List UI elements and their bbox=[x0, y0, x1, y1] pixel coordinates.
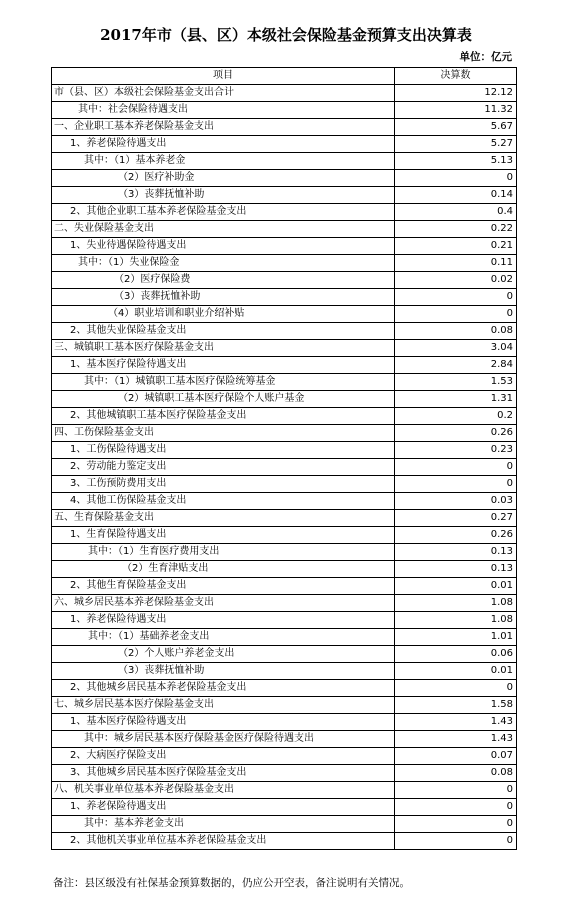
table-row bbox=[52, 170, 517, 187]
row-amount: 0 bbox=[395, 799, 517, 816]
row-label: （2）医疗保险费 bbox=[52, 272, 395, 289]
row-amount: 0 bbox=[395, 782, 517, 799]
row-label: 1、养老保险待遇支出 bbox=[52, 612, 395, 629]
row-label: 二、失业保险基金支出 bbox=[52, 221, 395, 238]
row-label: 1、生育保险待遇支出 bbox=[52, 527, 395, 544]
row-label: 一、企业职工基本养老保险基金支出 bbox=[52, 119, 395, 136]
table-row bbox=[52, 714, 517, 731]
table-row bbox=[52, 425, 517, 442]
row-label: 2、大病医疗保险支出 bbox=[52, 748, 395, 765]
row-amount: 1.58 bbox=[395, 697, 517, 714]
row-label: 其中：（1）城镇职工基本医疗保险统筹基金 bbox=[52, 374, 395, 391]
row-amount: 0.14 bbox=[395, 187, 517, 204]
row-label: 1、工伤保险待遇支出 bbox=[52, 442, 395, 459]
row-label: （4）职业培训和职业介绍补贴 bbox=[52, 306, 395, 323]
row-label: （3）丧葬抚恤补助 bbox=[52, 663, 395, 680]
row-amount: 0.07 bbox=[395, 748, 517, 765]
footnote: 备注：县区级没有社保基金预算数据的，仍应公开空表，备注说明有关情况。 bbox=[53, 877, 410, 889]
table-row bbox=[52, 374, 517, 391]
table-row bbox=[52, 340, 517, 357]
row-label: 其中：（1）失业保险金 bbox=[52, 255, 395, 272]
row-label: 2、其他企业职工基本养老保险基金支出 bbox=[52, 204, 395, 221]
row-label: 三、城镇职工基本医疗保险基金支出 bbox=[52, 340, 395, 357]
row-label: （2）城镇职工基本医疗保险个人账户基金 bbox=[52, 391, 395, 408]
row-amount: 0.4 bbox=[395, 204, 517, 221]
table-row bbox=[52, 102, 517, 119]
table-row bbox=[52, 221, 517, 238]
row-amount: 0.26 bbox=[395, 425, 517, 442]
row-label: 八、机关事业单位基本养老保险基金支出 bbox=[52, 782, 395, 799]
row-label: 五、生育保险基金支出 bbox=[52, 510, 395, 527]
table-row bbox=[52, 476, 517, 493]
row-amount: 0 bbox=[395, 306, 517, 323]
row-label: 其中：城乡居民基本医疗保险基金医疗保险待遇支出 bbox=[52, 731, 395, 748]
table-row bbox=[52, 765, 517, 782]
row-amount: 1.08 bbox=[395, 595, 517, 612]
table-row bbox=[52, 459, 517, 476]
row-label: （2）个人账户养老金支出 bbox=[52, 646, 395, 663]
table-row bbox=[52, 289, 517, 306]
table-row bbox=[52, 816, 517, 833]
row-label: （3）丧葬抚恤补助 bbox=[52, 187, 395, 204]
row-amount: 5.13 bbox=[395, 153, 517, 170]
table-row bbox=[52, 697, 517, 714]
row-amount: 11.32 bbox=[395, 102, 517, 119]
table-row bbox=[52, 646, 517, 663]
row-label: 2、其他生育保险基金支出 bbox=[52, 578, 395, 595]
row-label: 其中：基本养老金支出 bbox=[52, 816, 395, 833]
row-amount: 3.04 bbox=[395, 340, 517, 357]
row-amount: 0.06 bbox=[395, 646, 517, 663]
row-label: 其中：（1）生育医疗费用支出 bbox=[52, 544, 395, 561]
table-row bbox=[52, 680, 517, 697]
table-row bbox=[52, 663, 517, 680]
table-row bbox=[52, 510, 517, 527]
row-label: 1、养老保险待遇支出 bbox=[52, 799, 395, 816]
table-row bbox=[52, 391, 517, 408]
table-row bbox=[52, 272, 517, 289]
table-row bbox=[52, 119, 517, 136]
row-label: 六、城乡居民基本养老保险基金支出 bbox=[52, 595, 395, 612]
row-label: 2、其他机关事业单位基本养老保险基金支出 bbox=[52, 833, 395, 850]
table-row bbox=[52, 578, 517, 595]
row-label: 4、其他工伤保险基金支出 bbox=[52, 493, 395, 510]
row-amount: 1.08 bbox=[395, 612, 517, 629]
row-amount: 0.08 bbox=[395, 323, 517, 340]
header-item: 项目 bbox=[52, 68, 395, 85]
table-row bbox=[52, 493, 517, 510]
row-label: 七、城乡居民基本医疗保险基金支出 bbox=[52, 697, 395, 714]
row-amount: 5.67 bbox=[395, 119, 517, 136]
budget-table bbox=[51, 67, 517, 850]
table-row bbox=[52, 187, 517, 204]
table-row bbox=[52, 85, 517, 102]
table-row bbox=[52, 527, 517, 544]
row-amount: 0 bbox=[395, 680, 517, 697]
row-amount: 0.11 bbox=[395, 255, 517, 272]
row-amount: 1.31 bbox=[395, 391, 517, 408]
table-row bbox=[52, 799, 517, 816]
table-row bbox=[52, 323, 517, 340]
row-amount: 1.43 bbox=[395, 714, 517, 731]
row-label: 3、工伤预防费用支出 bbox=[52, 476, 395, 493]
table-row bbox=[52, 238, 517, 255]
row-amount: 0 bbox=[395, 289, 517, 306]
table-row bbox=[52, 748, 517, 765]
page-title: 2017年市（县、区）本级社会保险基金预算支出决算表 bbox=[100, 26, 472, 44]
row-amount: 0.22 bbox=[395, 221, 517, 238]
row-label: 市（县、区）本级社会保险基金支出合计 bbox=[52, 85, 395, 102]
row-label: 2、其他城乡居民基本养老保险基金支出 bbox=[52, 680, 395, 697]
row-amount: 0 bbox=[395, 833, 517, 850]
row-amount: 1.43 bbox=[395, 731, 517, 748]
row-amount: 0.21 bbox=[395, 238, 517, 255]
row-label: 1、失业待遇保险待遇支出 bbox=[52, 238, 395, 255]
row-amount: 0 bbox=[395, 476, 517, 493]
row-label: 其中：社会保险待遇支出 bbox=[52, 102, 395, 119]
table-row bbox=[52, 306, 517, 323]
row-amount: 0 bbox=[395, 170, 517, 187]
table-header-row bbox=[52, 68, 517, 85]
table-row bbox=[52, 731, 517, 748]
row-amount: 2.84 bbox=[395, 357, 517, 374]
table-row bbox=[52, 408, 517, 425]
table-row bbox=[52, 357, 517, 374]
table-row bbox=[52, 595, 517, 612]
row-amount: 0 bbox=[395, 459, 517, 476]
table-row bbox=[52, 782, 517, 799]
row-label: 2、劳动能力鉴定支出 bbox=[52, 459, 395, 476]
row-label: （3）丧葬抚恤补助 bbox=[52, 289, 395, 306]
table-row bbox=[52, 612, 517, 629]
row-amount: 1.01 bbox=[395, 629, 517, 646]
row-amount: 0.03 bbox=[395, 493, 517, 510]
row-label: （2）生育津贴支出 bbox=[52, 561, 395, 578]
table-row bbox=[52, 544, 517, 561]
table-row bbox=[52, 136, 517, 153]
row-amount: 0 bbox=[395, 816, 517, 833]
table-row bbox=[52, 561, 517, 578]
table-row bbox=[52, 833, 517, 850]
row-label: 其中：（1）基本养老金 bbox=[52, 153, 395, 170]
row-label: 2、其他失业保险基金支出 bbox=[52, 323, 395, 340]
row-label: 1、基本医疗保险待遇支出 bbox=[52, 714, 395, 731]
row-label: （2）医疗补助金 bbox=[52, 170, 395, 187]
row-amount: 0.26 bbox=[395, 527, 517, 544]
row-amount: 0.2 bbox=[395, 408, 517, 425]
row-amount: 0.02 bbox=[395, 272, 517, 289]
row-label: 四、工伤保险基金支出 bbox=[52, 425, 395, 442]
row-amount: 5.27 bbox=[395, 136, 517, 153]
table-row bbox=[52, 153, 517, 170]
row-label: 其中：（1）基础养老金支出 bbox=[52, 629, 395, 646]
row-amount: 0.23 bbox=[395, 442, 517, 459]
row-amount: 1.53 bbox=[395, 374, 517, 391]
table-row bbox=[52, 255, 517, 272]
unit-label: 单位：亿元 bbox=[459, 51, 512, 63]
row-amount: 0.13 bbox=[395, 561, 517, 578]
row-amount: 0.01 bbox=[395, 663, 517, 680]
table-row bbox=[52, 204, 517, 221]
row-amount: 0.27 bbox=[395, 510, 517, 527]
row-label: 2、其他城镇职工基本医疗保险基金支出 bbox=[52, 408, 395, 425]
row-amount: 0.01 bbox=[395, 578, 517, 595]
row-amount: 12.12 bbox=[395, 85, 517, 102]
row-amount: 0.08 bbox=[395, 765, 517, 782]
table-row bbox=[52, 629, 517, 646]
row-label: 1、养老保险待遇支出 bbox=[52, 136, 395, 153]
header-amount: 决算数 bbox=[395, 68, 517, 85]
row-amount: 0.13 bbox=[395, 544, 517, 561]
table-row bbox=[52, 442, 517, 459]
row-label: 3、其他城乡居民基本医疗保险基金支出 bbox=[52, 765, 395, 782]
row-label: 1、基本医疗保险待遇支出 bbox=[52, 357, 395, 374]
